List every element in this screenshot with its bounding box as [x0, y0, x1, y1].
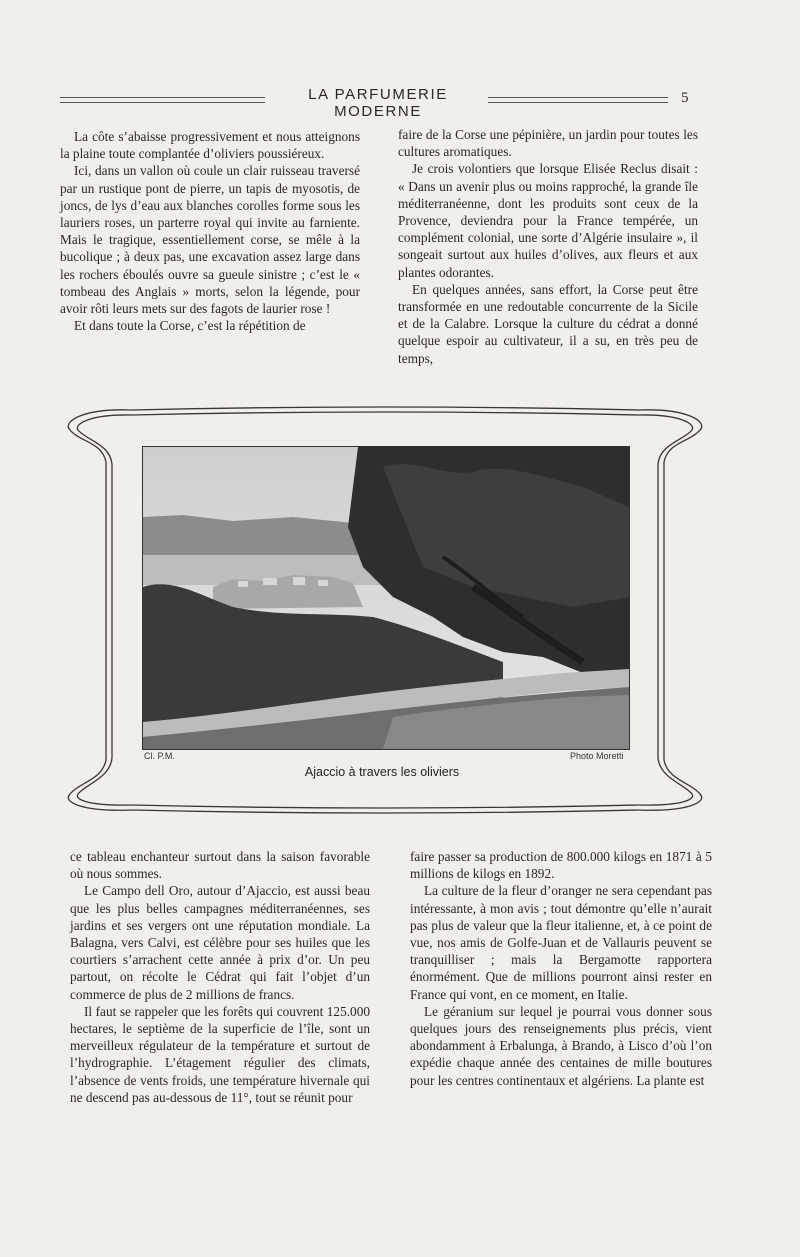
- column-bottom-left: [70, 848, 370, 1106]
- paragraph: Ici, dans un vallon où coule un clair ruisseau traversé par un rustique pont de pierre, un tapis de myosotis, de joncs, de lys d’eau aux blanches corolles forme sous les lauriers roses, un parterre royal qui invite au farniente. Mais le tragique, essentiellement corse, se mêle à la bucolique ; à deux pas, une excavation assez large dans les rochers éboulés ouvre sa gueule sinistre ; c’est le « tombeau des Anglais » morts, selon la légende, pour avoir rôti leurs mets sur des fagots de laurier rose !: [60, 163, 360, 317]
- column-top-right: [398, 126, 698, 367]
- landscape-photo: [142, 446, 630, 750]
- column-bottom-right: [410, 848, 712, 1089]
- paragraph: Le géranium sur lequel je pourrai vous donner sous quelques jours des renseignements plus précis, vient abondamment à Erbalunga, à Brando, à Lisco d’où l’on expédie chaque année des centaines de mille boutures pour les centres continentaux et algériens. La plante est: [410, 1003, 712, 1088]
- journal-title: LA PARFUMERIE MODERNE: [308, 86, 448, 120]
- figure-caption: Ajaccio à travers les oliviers: [304, 765, 460, 779]
- photo-credit-left: Cl. P.M.: [144, 751, 175, 761]
- photo-credit-right: Photo Moretti: [570, 751, 624, 761]
- olive-trees-bay-image: [143, 447, 629, 749]
- paragraph: faire de la Corse une pépinière, un jardin pour toutes les cultures aromatiques.: [398, 127, 698, 160]
- paragraph: Je crois volontiers que lorsque Elisée Reclus disait : « Dans un avenir plus ou moins rapproché, la grande île méditerranéenne, dont les produits sont ceux de la Provence, deviendra pour la France tempérée, un complément colonial, une sorte d’Algérie insulaire », il songeait surtout aux huiles d’olives, aux fleurs et aux plantes odorantes.: [398, 161, 698, 280]
- paragraph: En quelques années, sans effort, la Corse peut être transformée en une redoutable concurrente de la Sicile et de la Calabre. Lorsque la culture du cédrat a donné quelque espoir au cultivateur, il a su, en très peu de temps,: [398, 281, 698, 366]
- paragraph: faire passer sa production de 800.000 kilogs en 1871 à 5 millions de kilogs en 1892.: [410, 849, 712, 882]
- paragraph: Il faut se rappeler que les forêts qui couvrent 125.000 hectares, le septième de la superficie de l’île, sont un merveilleux régulateur de la température et surtout de l’hydrographie. L’étagement régulier des climats, l’absence de vents froids, une température hivernale qui ne descend pas au-dessous de 11°, tout se réunit pour: [70, 1003, 370, 1105]
- paragraph: Et dans toute la Corse, c’est la répétition de: [74, 318, 306, 334]
- header-rule-right: [488, 97, 668, 103]
- paragraph: La culture de la fleur d’oranger ne sera cependant pas intéressante, à mon avis ; tout démontre qu’elle n’aurait pas plus de valeur que la fleur italienne, et, à ce point de vue, nos amis de Golfe-Juan et de Vallauris peuvent se tranquilliser ; mais la Bergamotte rapportera énormément. Que de millions pourront ainsi rester en France qui vont, en ce moment, en Italie.: [410, 883, 712, 1002]
- paragraph: ce tableau enchanteur surtout dans la saison favorable où nous sommes.: [70, 849, 370, 882]
- paragraph: Le Campo dell Oro, autour d’Ajaccio, est aussi beau que les plus belles campagnes méditerranéennes, ses jardins et ses vergers ont une réputation mondiale. La Balagna, vers Calvi, est célèbre pour ses huiles que les courtiers s’arrachent cette année à prix d’or. Un peu partout, on récolte le Cédrat qui fait l’objet d’un commerce de plus de 2 millions de francs.: [70, 883, 370, 1002]
- running-header: [60, 86, 670, 120]
- paragraph: La côte s’abaisse progressivement et nous atteignons la plaine toute complantée d’oliviers poussiéreux.: [60, 129, 360, 162]
- column-top-left: [60, 128, 360, 334]
- figure: [62, 402, 708, 820]
- page-number: 5: [681, 90, 689, 106]
- header-rule-left: [60, 97, 265, 103]
